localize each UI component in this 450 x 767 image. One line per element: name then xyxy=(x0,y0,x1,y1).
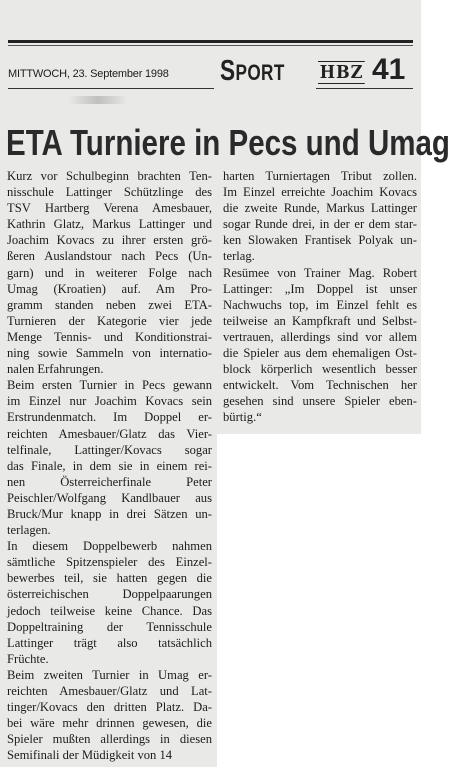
article-text-line: terlagen. xyxy=(7,523,51,538)
masthead-rule-right xyxy=(316,88,413,89)
article-text-line: Beim ersten Turnier in Pecs gewann xyxy=(7,378,212,393)
hbz-logo: HBZ xyxy=(319,62,364,83)
page-number: 41 xyxy=(372,53,406,86)
article-text-line: Umag (Kroatien) auf. Am Pro- xyxy=(7,281,212,296)
article-text-line: Peischler/Wolfgang Kandlbauer aus xyxy=(7,490,212,505)
article-text-line: In diesem Doppelbewerb nahmen xyxy=(7,539,212,554)
article-text-line: ßeren Auslandstour nach Pecs (Un- xyxy=(7,249,212,264)
article-text-line: harten Turniertagen Tribut zollen. xyxy=(223,169,417,183)
article-text-line: Früchte. xyxy=(7,651,49,666)
article-text-line: Lattinger trägt also tatsächlich xyxy=(7,635,212,650)
article-text-line: ning sowie Sammeln von internatio- xyxy=(7,346,212,361)
article-text-line: österreichischen Doppelpaarungen xyxy=(7,587,212,602)
article-paragraph xyxy=(7,377,212,538)
article-column-2 xyxy=(223,168,417,426)
article-text-line: Resümee von Trainer Mag. Robert xyxy=(223,265,417,280)
article-text-line: jedoch teilweise keine Chance. Das xyxy=(7,603,212,618)
dateline: MITTWOCH, 23. September 1998 xyxy=(8,68,169,80)
article-text-line: Kathrin Glatz, Markus Lattinger und xyxy=(7,217,212,232)
print-smudge xyxy=(68,96,128,104)
article-text-line: entwickelt. Vom Technischen her xyxy=(223,378,417,393)
article-text-line: terlag. xyxy=(223,249,255,264)
article-text-line: teilweise an Kampfkraft und Selbst- xyxy=(223,313,417,328)
article-text-line: Joachim Kovacs zu ihrer ersten grö- xyxy=(7,233,212,248)
section-title-rest: PORT xyxy=(235,60,285,85)
article-text-line: Semifinali der Müdigkeit von 14 xyxy=(7,748,173,763)
article-text-line: Bruck/Mur knapp in drei Sätzen un- xyxy=(7,506,212,521)
masthead-rule-left xyxy=(8,88,214,89)
article-text-line: Turnieren der Kategorie vier jede xyxy=(7,313,212,328)
article-text-line: Erstrundenmatch. Im Doppel er- xyxy=(7,410,212,425)
article-paragraph xyxy=(7,168,212,377)
article-text-line: Lattinger: „Im Doppel ist unser xyxy=(223,281,417,296)
article-text-line: tinger/Kovacs den dritten Platz. Da- xyxy=(7,700,212,715)
article-paragraph xyxy=(223,265,417,426)
article-text-line: nisschule Lattinger Schützlinge des xyxy=(7,185,212,200)
empty-area xyxy=(217,434,450,767)
section-title xyxy=(220,55,285,88)
article-text-line: block körperlich wesentlich besser xyxy=(223,362,417,377)
article-text-line: reichten Amesbauer/Glatz das Vier- xyxy=(7,426,212,441)
article-text-line: bürtig.“ xyxy=(223,410,262,425)
article-text-line: Spieler mußten allerdings in diesen xyxy=(7,732,212,747)
article-text-line: Im Einzel erreichte Joachim Kovacs xyxy=(223,185,417,200)
article-text-line: Menge Tennis- und Konditionstrai- xyxy=(7,329,212,344)
article-text-line: TSV Hartberg Verena Amesbauer, xyxy=(7,201,212,216)
article-paragraph xyxy=(7,667,212,764)
section-title-initial: S xyxy=(220,55,236,87)
article-text-line: nalen Erfahrungen. xyxy=(7,362,104,377)
article-text-line: bewerbes teil, sie hatten gegen die xyxy=(7,571,212,586)
article-text-line: reichten Amesbauer/Glatz und Lat- xyxy=(7,684,212,698)
article-text-line: das Finale, in dem sie in einem rei- xyxy=(7,458,212,473)
top-rule-thin xyxy=(8,45,413,46)
article-text-line: sogar Runde drei, in der er dem star- xyxy=(223,217,417,232)
article-text-line: Doppeltraining der Tennisschule xyxy=(7,619,212,634)
article-text-line: Beim zweiten Turnier in Umag er- xyxy=(7,667,212,682)
article-text-line: sämtliche Spitzenspieler des Einzel- xyxy=(7,555,212,570)
article-text-line: gesehen sind unsere Spieler eben- xyxy=(223,394,417,409)
article-text-line: die Spieler aus dem ehemaligen Ost- xyxy=(223,346,417,361)
article-text-line: garn) und in weiterer Folge nach xyxy=(7,265,212,280)
article-text-line: gramm standen neben zwei ETA- xyxy=(7,297,212,312)
article-paragraph xyxy=(223,168,417,265)
article-text-line: telfinale, Lattinger/Kovacs sogar xyxy=(7,442,212,457)
article-column-1 xyxy=(7,168,212,763)
article-headline: ETA Turniere in Pecs und Umag xyxy=(6,122,450,163)
article-text-line: im Einzel nur Joachim Kovacs sein xyxy=(7,394,212,409)
article-text-line: bei wäre mehr drinnen gewesen, die xyxy=(7,716,212,731)
article-text-line: Nachwuchs top, im Einzel fehlt es xyxy=(223,297,417,312)
top-rule xyxy=(8,40,413,43)
article-text-line: die zweite Runde, Markus Lattinger xyxy=(223,201,417,216)
article-paragraph xyxy=(7,538,212,667)
article-text-line: Kurz vor Schulbeginn brachten Ten- xyxy=(7,169,212,183)
article-text-line: vertrauen, allerdings sind vor allem xyxy=(223,329,417,344)
article-text-line: ken Slowaken Frantisek Polyak un- xyxy=(223,233,417,248)
article-text-line: nen Österreicherfinale Peter xyxy=(7,474,212,489)
